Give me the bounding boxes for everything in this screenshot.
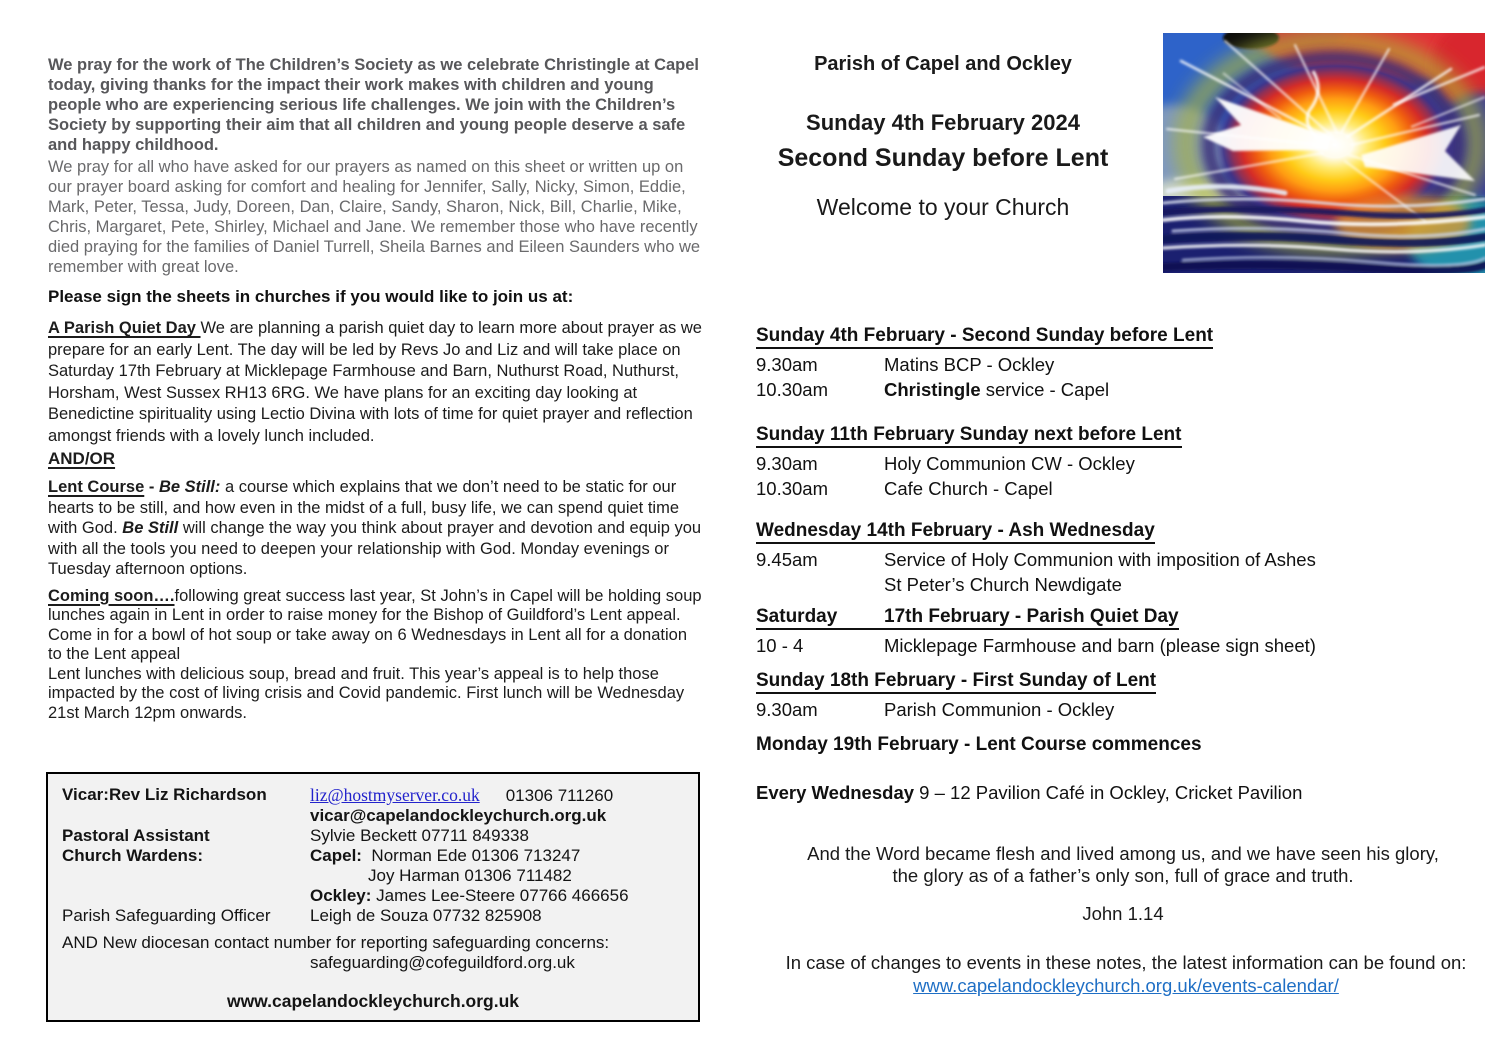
coming-soon-body-2: Lent lunches with delicious soup, bread and fruit. This year’s appeal is to help those impacted by the cost of living crisis and Covid pandemic. First lunch will be Wednesday 21st March 12pm onwards. [48,664,685,722]
christingle-artwork-image [1163,33,1485,273]
church-website: www.capelandockleychurch.org.uk [226,991,520,1011]
quote-line-2: the glory as of a father’s only son, full of grace and truth. [892,865,1354,886]
left-column [48,55,704,723]
scripture-reference: John 1.14 [1082,903,1164,924]
vicar-contact [310,785,613,806]
service-desc: Cafe Church - Capel [884,478,1053,499]
parish-quiet-day-title: A Parish Quiet Day [48,319,201,337]
every-wednesday-line [756,780,1490,805]
service-date: Sunday 4th February 2024 [806,110,1080,135]
schedule-row [756,476,1490,501]
quote-line-1: And the Word became flesh and lived among us, and we have seen his glory, [807,843,1439,864]
schedule-row [756,547,1490,572]
pastoral-assistant-label: Pastoral Assistant [62,826,210,845]
coming-soon-paragraph [48,587,704,724]
changes-notice-text: In case of changes to events in these notes, the latest information can be found on: [785,952,1467,973]
every-wednesday-text: 9 – 12 Pavilion Café in Ockley, Cricket Pavilion [914,782,1303,803]
schedule-section-feb14 [756,517,1490,597]
vicar-church-email: vicar@capelandockleychurch.org.uk [310,806,607,825]
service-time: 10.30am [756,379,828,400]
capel-warden-value: Norman Ede 01306 713247 [371,846,581,865]
schedule-section-feb18 [756,667,1490,722]
schedule-section-feb4 [756,322,1490,402]
parish-title: Parish of Capel and Ockley [814,53,1072,75]
welcome-line: Welcome to your Church [816,194,1070,220]
and-or-divider [48,450,704,468]
service-time: 9.45am [756,549,818,570]
service-time: 9.30am [756,354,818,375]
schedule-row [756,352,1490,377]
ockley-label: Ockley: [310,886,372,905]
service-desc: Matins BCP - Ockley [884,354,1055,375]
contact-row-vicar-email2 [62,806,684,826]
service-time: 10.30am [756,478,828,499]
schedule-section-feb19 [756,731,1490,756]
service-desc: Holy Communion CW - Ockley [884,453,1135,474]
service-time [756,572,884,597]
be-still-label-2: Be Still [122,519,179,537]
changes-notice [756,951,1496,997]
service-desc: St Peter’s Church Newdigate [884,574,1122,595]
contact-row-vicar [62,785,684,806]
schedule-heading-feb19: Monday 19th February - Lent Course commences [756,734,1202,755]
schedule-row [756,697,1490,722]
ockley-warden-value: James Lee-Steere 07766 466656 [376,886,629,905]
pastoral-assistant-value: Sylvie Beckett 07711 849338 [310,826,529,845]
service-time: 9.30am [756,699,818,720]
schedule-row [756,633,1490,658]
coming-soon-body-1: following great success last year, St John’s in Capel will be holding soup lunches again in Lent in order to raise money for the Bishop of Guildford’s Lent appeal. Come in for a bowl of hot soup or take away on 6 Wednesdays in Lent all for a donation to the Lent appeal [48,586,702,663]
capel-warden-2-value: Joy Harman 01306 711482 [368,866,572,885]
schedule-row [756,377,1490,402]
church-wardens-label: Church Wardens: [62,846,204,865]
contact-box [46,772,700,1022]
events-calendar-link[interactable]: www.capelandockleychurch.org.uk/events-calendar/ [913,975,1339,996]
prayer-intro-paragraph: We pray for the work of The Children’s Society as we celebrate Christingle at Capel today, giving thanks for the impact their work makes with children and young people who are experiencing serious life challenges. We join with the Children’s Society by supporting their aim that all children and young people deserve a safe and happy childhood. [48,56,700,154]
ockley-warden [310,886,629,906]
contact-row-safeguarding [62,906,684,926]
service-time: 9.30am [756,453,818,474]
schedule-section-feb17 [756,603,1490,658]
scripture-quote [756,843,1490,887]
vicar-phone: 01306 711260 [505,786,614,805]
schedule-heading-feb17 [756,605,1179,630]
safeguarding-officer-value: Leigh de Souza 07732 825908 [310,906,542,925]
schedule-row [756,451,1490,476]
lent-course-paragraph [48,477,704,580]
sunday-name: Second Sunday before Lent [777,144,1109,172]
every-wednesday-label: Every Wednesday [756,782,915,803]
lent-course-body-2: will change the way you think about prayer and devotion and equip you with all the tools you need to deepen your relationship with God. Monday evenings or Tuesday afternoon options. [48,519,702,578]
diocesan-safeguarding-email: safeguarding@cofeguildford.org.uk [310,953,575,972]
safeguarding-officer-label: Parish Safeguarding Officer [62,906,271,925]
capel-warden [310,846,580,866]
contact-row-wardens-capel [62,846,684,866]
schedule-heading-feb18: Sunday 18th February - First Sunday of Lent [756,669,1156,694]
service-desc: Micklepage Farmhouse and barn (please sign sheet) [884,635,1316,656]
parish-quiet-day-body: We are planning a parish quiet day to learn more about prayer as we prepare for an early Lent. The day will be led by Revs Jo and Liz and will take place on Saturday 17th February at Micklepage Farmhouse and Barn, Nuthurst Road, Nuthurst, Horsham, West Sussex RH13 6RG. We have plans for an exciting day looking at Benedictine spirituality using Lectio Divina with lots of time for quiet prayer and reflection amongst friends with a lovely lunch included. [48,319,702,445]
schedule-section-feb11 [756,421,1490,501]
sunburst-watercolour-svg [1163,33,1485,273]
christingle-label: Christingle [884,379,981,400]
schedule-heading-feb4: Sunday 4th February - Second Sunday before Lent [756,324,1213,349]
prayer-names-paragraph: We pray for all who have asked for our prayers as named on this sheet or written up on our prayer board asking for comfort and healing for Jennifer, Sally, Nicky, Simon, Eddie, Mark, Peter, Tessa, Judy, Doreen, Dan, Claire, Sandy, Sharon, Nick, Bill, Charlie, Mike, Chris, Margaret, Pete, Shirley, Michael and Jane. We remember those who have recently died praying for the families of Daniel Turrell, Sheila Barnes and Eileen Saunders who we remember with great love. [48,158,701,276]
lent-course-title: Lent Course [48,478,145,496]
schedule-row [756,572,1490,597]
contact-row-wardens-ockley [62,886,684,906]
coming-soon-title: Coming soon…. [48,586,175,605]
diocesan-contact-line: AND New diocesan contact number for reporting safeguarding concerns: [62,933,610,952]
schedule-heading-feb14: Wednesday 14th February - Ash Wednesday [756,519,1155,544]
contact-row-pastoral [62,826,684,846]
capel-label: Capel: [310,846,362,865]
be-still-label: Be Still: [158,478,221,496]
and-or-label: AND/OR [48,449,116,468]
service-desc: Parish Communion - Ockley [884,699,1115,720]
heading-day: Saturday [756,606,838,627]
parish-quiet-day-paragraph [48,318,704,447]
lent-course-body-1: a course which explains that we don’t need to be static for our hearts to be still, and how even in the midst of a full, busy life, we can spend quiet time with God. [48,478,680,537]
vicar-email-link[interactable]: liz@hostmyserver.co.uk [310,785,480,805]
heading-rest: 17th February - Parish Quiet Day [884,606,1179,627]
service-time: 10 - 4 [756,635,804,656]
lent-course-separator: - [144,478,159,496]
service-desc: Service of Holy Communion with imposition of Ashes [884,549,1316,570]
vicar-label: Vicar:Rev Liz Richardson [62,785,267,804]
sign-sheets-heading: Please sign the sheets in churches if you would like to join us at: [48,287,574,306]
service-desc: Christingle service - Capel [884,379,1110,400]
schedule-heading-feb11: Sunday 11th February Sunday next before Lent [756,423,1182,448]
contact-row-wardens-joy [62,866,684,886]
